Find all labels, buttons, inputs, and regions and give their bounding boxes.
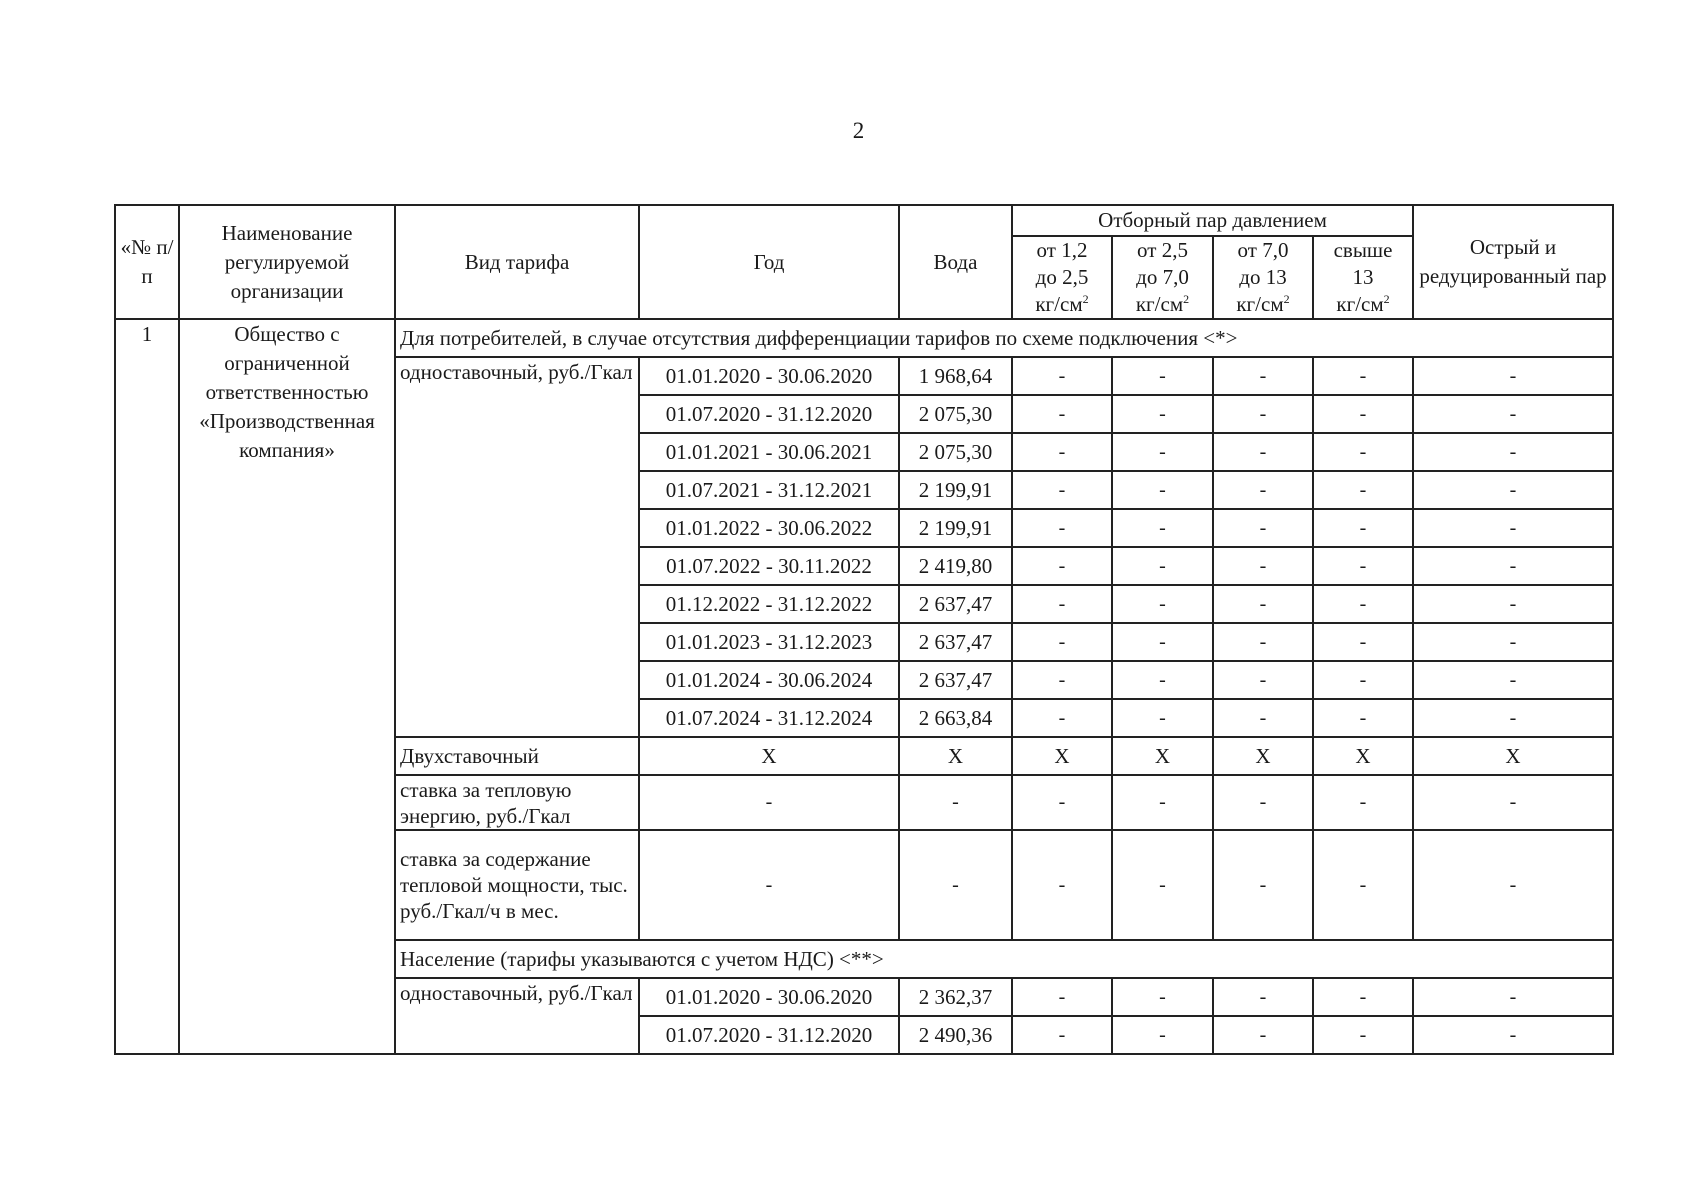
period-cell: 01.07.2020 - 31.12.2020: [639, 395, 899, 433]
steam-dash: -: [1012, 357, 1112, 395]
period-cell: 01.01.2021 - 30.06.2021: [639, 433, 899, 471]
unit-text: кг/см: [1336, 292, 1384, 316]
steam-dash: -: [1313, 699, 1413, 737]
single-rate-label: одноставочный, руб./Гкал: [395, 357, 639, 737]
steam-range-from: от 7,0: [1237, 238, 1289, 262]
header-steam-1: [1012, 236, 1112, 319]
steam-dash: -: [1213, 623, 1313, 661]
capacity-dash: -: [899, 830, 1012, 940]
steam-dash: -: [1213, 699, 1313, 737]
unit-superscript: 2: [1082, 292, 1089, 306]
unit-superscript: 2: [1383, 292, 1390, 306]
steam-dash: -: [1213, 509, 1313, 547]
capacity-rate-label: ставка за содержание тепловой мощности, тыс. руб./Гкал/ч в мес.: [395, 830, 639, 940]
steam-unit: [1017, 291, 1107, 318]
steam-dash: -: [1012, 623, 1112, 661]
period-cell: 01.07.2021 - 31.12.2021: [639, 471, 899, 509]
period-cell: 01.01.2022 - 30.06.2022: [639, 509, 899, 547]
steam-dash: -: [1413, 395, 1613, 433]
steam-dash: -: [1112, 978, 1213, 1016]
steam-dash: -: [1213, 547, 1313, 585]
water-value: 2 362,37: [899, 978, 1012, 1016]
period-cell: 01.07.2024 - 31.12.2024: [639, 699, 899, 737]
period-cell: 01.07.2020 - 31.12.2020: [639, 1016, 899, 1054]
unit-text: кг/см: [1236, 292, 1284, 316]
page-number: 2: [852, 118, 865, 143]
steam-dash: -: [1213, 978, 1313, 1016]
steam-dash: -: [1112, 433, 1213, 471]
steam-dash: -: [1012, 978, 1112, 1016]
water-value: 2 199,91: [899, 471, 1012, 509]
steam-dash: -: [1313, 433, 1413, 471]
heat-dash: -: [639, 775, 899, 830]
capacity-dash: -: [1213, 830, 1313, 940]
section-title-population: Население (тарифы указываются с учетом НДС) <**>: [395, 940, 1613, 978]
water-value: 2 199,91: [899, 509, 1012, 547]
period-cell: 01.01.2024 - 30.06.2024: [639, 661, 899, 699]
heat-dash: -: [1313, 775, 1413, 830]
water-value: 1 968,64: [899, 357, 1012, 395]
steam-dash: -: [1112, 547, 1213, 585]
steam-dash: -: [1413, 357, 1613, 395]
steam-range-to: до 2,5: [1035, 265, 1089, 289]
steam-dash: -: [1112, 585, 1213, 623]
steam-dash: -: [1413, 471, 1613, 509]
heat-dash: -: [1012, 775, 1112, 830]
steam-dash: -: [1012, 661, 1112, 699]
steam-dash: -: [1413, 509, 1613, 547]
water-value: 2 490,36: [899, 1016, 1012, 1054]
steam-dash: -: [1112, 1016, 1213, 1054]
steam-dash: -: [1112, 395, 1213, 433]
capacity-dash: -: [639, 830, 899, 940]
steam-unit: [1218, 291, 1308, 318]
period-cell: 01.01.2020 - 30.06.2020: [639, 978, 899, 1016]
heat-dash: -: [899, 775, 1012, 830]
steam-unit: [1318, 291, 1408, 318]
heat-dash: -: [1213, 775, 1313, 830]
heat-rate-label: ставка за тепловую энергию, руб./Гкал: [395, 775, 639, 830]
steam-dash: -: [1413, 978, 1613, 1016]
steam-dash: -: [1012, 509, 1112, 547]
steam-range-from: от 1,2: [1036, 238, 1088, 262]
steam-dash: -: [1112, 471, 1213, 509]
x-mark: Х: [1313, 737, 1413, 775]
header-sharp-steam: Острый и редуцированный пар: [1413, 205, 1613, 319]
steam-dash: -: [1313, 661, 1413, 699]
water-value: 2 419,80: [899, 547, 1012, 585]
steam-dash: -: [1313, 585, 1413, 623]
heat-dash: -: [1413, 775, 1613, 830]
steam-range-to: 13: [1352, 265, 1374, 289]
unit-text: кг/см: [1135, 292, 1184, 316]
header-num: «№ п/п: [115, 205, 179, 319]
capacity-dash: -: [1413, 830, 1613, 940]
steam-dash: -: [1112, 357, 1213, 395]
steam-unit: [1117, 291, 1208, 318]
tariff-table: [114, 204, 1614, 1055]
water-value: 2 075,30: [899, 433, 1012, 471]
steam-dash: -: [1012, 433, 1112, 471]
table-row: [115, 205, 1613, 236]
steam-range-from: свыше: [1333, 238, 1393, 262]
steam-dash: -: [1313, 471, 1413, 509]
steam-dash: -: [1313, 1016, 1413, 1054]
header-steam-3: [1213, 236, 1313, 319]
steam-dash: -: [1413, 433, 1613, 471]
steam-dash: -: [1213, 357, 1313, 395]
steam-dash: -: [1413, 585, 1613, 623]
x-mark: Х: [1012, 737, 1112, 775]
steam-dash: -: [1313, 395, 1413, 433]
steam-dash: -: [1313, 357, 1413, 395]
period-cell: 01.01.2023 - 31.12.2023: [639, 623, 899, 661]
steam-dash: -: [1012, 471, 1112, 509]
header-steam-4: [1313, 236, 1413, 319]
steam-dash: -: [1112, 699, 1213, 737]
x-mark: Х: [1112, 737, 1213, 775]
steam-dash: -: [1413, 547, 1613, 585]
steam-dash: -: [1112, 509, 1213, 547]
header-org: Наименование регулируемой организации: [179, 205, 395, 319]
steam-range-to: до 7,0: [1136, 265, 1189, 289]
header-water: Вода: [899, 205, 1012, 319]
x-mark: Х: [1213, 737, 1313, 775]
steam-dash: -: [1213, 433, 1313, 471]
steam-dash: -: [1012, 1016, 1112, 1054]
population-single-rate-label: одноставочный, руб./Гкал: [395, 978, 639, 1054]
water-value: 2 637,47: [899, 661, 1012, 699]
header-tariff: Вид тарифа: [395, 205, 639, 319]
capacity-dash: -: [1112, 830, 1213, 940]
steam-dash: -: [1213, 585, 1313, 623]
steam-dash: -: [1213, 471, 1313, 509]
table-row: [115, 319, 1613, 357]
capacity-dash: -: [1012, 830, 1112, 940]
header-steam-2: [1112, 236, 1213, 319]
steam-dash: -: [1112, 623, 1213, 661]
water-value: 2 637,47: [899, 585, 1012, 623]
steam-dash: -: [1012, 547, 1112, 585]
steam-dash: -: [1313, 623, 1413, 661]
steam-dash: -: [1213, 395, 1313, 433]
steam-dash: -: [1413, 623, 1613, 661]
steam-dash: -: [1413, 1016, 1613, 1054]
steam-dash: -: [1213, 1016, 1313, 1054]
steam-dash: -: [1413, 661, 1613, 699]
section-title: Для потребителей, в случае отсутствия дифференциации тарифов по схеме подключения <*>: [395, 319, 1613, 357]
steam-dash: -: [1012, 395, 1112, 433]
period-cell: 01.12.2022 - 31.12.2022: [639, 585, 899, 623]
steam-dash: -: [1313, 509, 1413, 547]
org-name: Общество с ограниченной ответственностью «Производственная компания»: [179, 319, 395, 1054]
steam-dash: -: [1313, 978, 1413, 1016]
unit-text: кг/см: [1035, 292, 1083, 316]
steam-dash: -: [1213, 661, 1313, 699]
steam-dash: -: [1012, 585, 1112, 623]
header-year: Год: [639, 205, 899, 319]
capacity-dash: -: [1313, 830, 1413, 940]
steam-range-from: от 2,5: [1137, 238, 1188, 262]
x-mark: Х: [899, 737, 1012, 775]
unit-superscript: 2: [1283, 292, 1290, 306]
two-rate-label: Двухставочный: [395, 737, 639, 775]
period-cell: 01.07.2022 - 30.11.2022: [639, 547, 899, 585]
org-number: 1: [115, 319, 179, 1054]
period-cell: 01.01.2020 - 30.06.2020: [639, 357, 899, 395]
steam-dash: -: [1413, 699, 1613, 737]
water-value: 2 637,47: [899, 623, 1012, 661]
steam-dash: -: [1112, 661, 1213, 699]
heat-dash: -: [1112, 775, 1213, 830]
steam-dash: -: [1313, 547, 1413, 585]
x-mark: Х: [639, 737, 899, 775]
x-mark: Х: [1413, 737, 1613, 775]
water-value: 2 663,84: [899, 699, 1012, 737]
header-steam-group: Отборный пар давлением: [1012, 205, 1413, 236]
steam-range-to: до 13: [1239, 265, 1287, 289]
unit-superscript: 2: [1183, 292, 1190, 306]
steam-dash: -: [1012, 699, 1112, 737]
water-value: 2 075,30: [899, 395, 1012, 433]
